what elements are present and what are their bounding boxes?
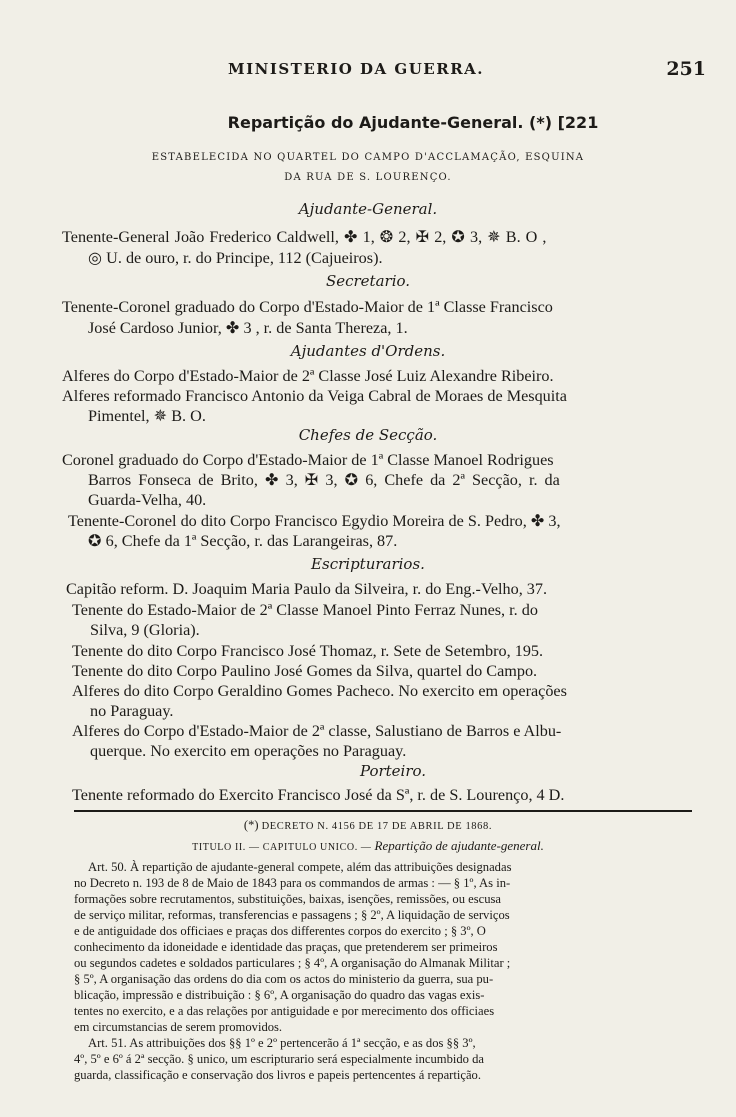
section-heading-porteiro: Porteiro.	[359, 762, 427, 780]
footnote-line: em circumstancias de serem promovidos.	[74, 1020, 283, 1034]
footnote-separator	[74, 810, 692, 812]
entry-line: Silva, 9 (Gloria).	[90, 621, 200, 639]
footnote-line: blicação, impressão e distribuição : § 6º, A organisação do quadro das vagas exis-	[74, 988, 485, 1002]
entry-line: Alferes do Corpo d'Estado-Maior de 2ª Classe José Luiz Alexandre Ribeiro.	[62, 367, 554, 385]
entry-line: Tenente-Coronel do dito Corpo Francisco Egydio Moreira de S. Pedro, ✤ 3,	[68, 512, 561, 530]
entry-line: Pimentel, ✵ B. O.	[88, 407, 206, 425]
entry-line: Tenente do Estado-Maior de 2ª Classe Manoel Pinto Ferraz Nunes, r. do	[72, 601, 538, 619]
entry-line: Tenente do dito Corpo Paulino José Gomes da Silva, quartel do Campo.	[72, 662, 538, 680]
footnote-line: guarda, classificação e conservação dos livros e papeis pertencentes á repartição.	[74, 1068, 481, 1082]
section-heading-secretario: Secretario.	[325, 272, 411, 290]
footnote-subtitle-italic: Repartição de ajudante-general.	[374, 838, 544, 853]
entry-line: Alferes reformado Francisco Antonio da Veiga Cabral de Moraes de Mesquita	[62, 387, 567, 405]
department-title-text: Repartição do Ajudante-General. (*) [221	[227, 113, 599, 132]
entry-line: Tenente reformado do Exercito Francisco José da Sª, r. de S. Lourenço, 4 D.	[72, 786, 565, 804]
footnote-mark: (*)	[243, 818, 259, 832]
entry-line: querque. No exercito em operações no Paraguay.	[90, 742, 407, 760]
entry-line: Capitão reform. D. Joaquim Maria Paulo da Silveira, r. do Eng.-Velho, 37.	[66, 580, 548, 598]
entry-line: Tenente do dito Corpo Francisco José Thomaz, r. Sete de Setembro, 195.	[72, 642, 544, 660]
section-heading-ajudantes-ordens: Ajudantes d'Ordens.	[290, 342, 446, 360]
entry-line: José Cardoso Junior, ✤ 3 , r. de Santa Thereza, 1.	[88, 319, 408, 337]
footnote-line: § 5º, A organisação das ordens do dia com os actos do ministerio da guerra, sua pu-	[74, 972, 494, 986]
section-heading-chefes: Chefes de Secção.	[298, 426, 438, 444]
footnote-reference	[0, 818, 736, 833]
entry-line: Barros Fonseca de Brito, ✤ 3, ✠ 3, ✪ 6, Chefe da 2ª Secção, r. da	[88, 471, 560, 489]
section-heading-escripturarios: Escripturarios.	[311, 555, 425, 573]
footnote-subtitle	[0, 838, 736, 854]
footnote-line: no Decreto n. 193 de 8 de Maio de 1843 para os commandos de armas : — § 1º, As in-	[74, 876, 511, 890]
footnote-line: de serviço militar, reformas, transferencias e passagens ; § 2º, A liquidação de serviços	[74, 908, 510, 922]
footnote-subtitle-prefix: TITULO II. — CAPITULO UNICO. —	[192, 842, 372, 853]
entry-line: Tenente-Coronel graduado do Corpo d'Estado-Maior de 1ª Classe Francisco	[62, 298, 553, 316]
footnote-decree: DECRETO N. 4156 DE 17 DE ABRIL DE 1868.	[261, 821, 493, 832]
entry-line: ✪ 6, Chefe da 1ª Secção, r. das Larangeiras, 87.	[88, 532, 398, 550]
section-heading-ajudante-general: Ajudante-General.	[298, 200, 438, 218]
footnote-line: conhecimento da idoneidade e identidade das praças, que pretenderem ser primeiros	[74, 940, 498, 954]
entry-line: Guarda-Velha, 40.	[88, 491, 207, 509]
entry-line: no Paraguay.	[90, 702, 174, 720]
established-line-2: DA RUA DE S. LOURENÇO.	[284, 172, 452, 183]
running-head	[0, 60, 736, 86]
footnote-line: 4º, 5º e 6º á 2ª secção. § unico, um escripturario será especialmente incumbido da	[74, 1052, 484, 1066]
footnote-line: formações sobre recrutamentos, substituições, baixas, isenções, remissões, ou escusa	[74, 892, 502, 906]
footnote-line: Art. 50. À repartição de ajudante-general compete, além das attribuições designadas	[88, 860, 512, 874]
footnote-line: ou segundos cadetes e soldados particulares ; § 4º, A organisação do Almanak Militar ;	[74, 956, 511, 970]
entry-line: Tenente-General João Frederico Caldwell, ✤ 1, ❂ 2, ✠ 2, ✪ 3, ✵ B. O ,	[62, 228, 547, 246]
entry-line: ◎ U. de ouro, r. do Principe, 112 (Cajueiros).	[88, 249, 383, 267]
page-number: 251	[666, 58, 706, 80]
footnote-line: Art. 51. As attribuições dos §§ 1º e 2º pertencerão á 1ª secção, e as dos §§ 3º,	[88, 1036, 476, 1050]
established-line-1: ESTABELECIDA NO QUARTEL DO CAMPO D'ACCLAMAÇÃO, ESQUINA	[151, 152, 585, 163]
department-title	[0, 113, 736, 132]
footnote-line: e de antiguidade dos officiaes e praças dos differentes corpos do exercito ; § 3º, O	[74, 924, 486, 938]
footnote-line: tentes no exercito, e a das relações por antiguidade e por merecimento dos officiaes	[74, 1004, 495, 1018]
entry-line: Alferes do Corpo d'Estado-Maior de 2ª classe, Salustiano de Barros e Albu-	[72, 722, 562, 740]
entry-line: Coronel graduado do Corpo d'Estado-Maior de 1ª Classe Manoel Rodrigues	[62, 451, 554, 469]
running-head-title: MINISTERIO DA GUERRA.	[228, 60, 485, 78]
entry-line: Alferes do dito Corpo Geraldino Gomes Pacheco. No exercito em operações	[72, 682, 567, 700]
